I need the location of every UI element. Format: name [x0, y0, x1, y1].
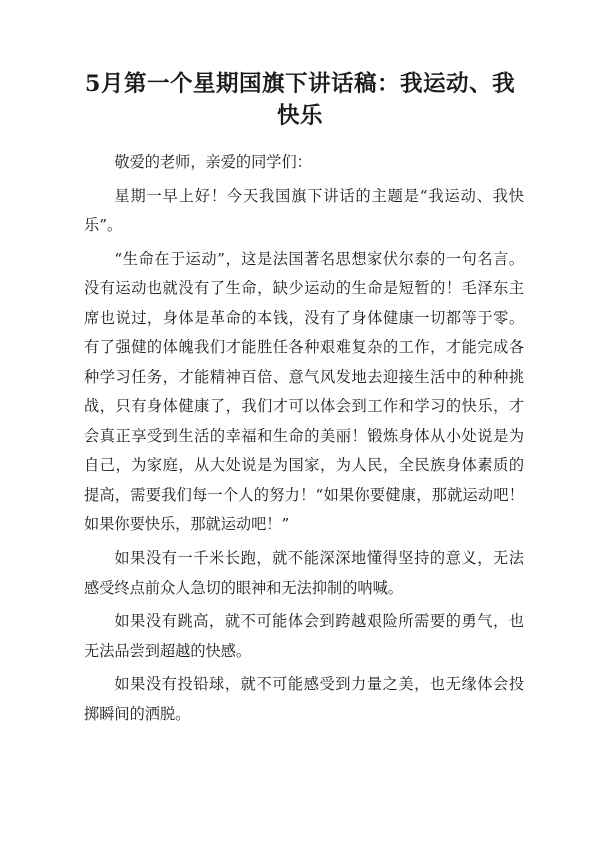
paragraph-running: 如果没有一千米长跑，就不能深深地懂得坚持的意义，无法感受终点前众人急切的眼神和无法抑制的呐喊。: [84, 549, 524, 597]
paragraph-high-jump: 如果没有跳高，就不可能体会到跨越艰险所需要的勇气，也无法品尝到超越的快感。: [84, 612, 524, 660]
paragraph-opening: 星期一早上好！今天我国旗下讲话的主题是“我运动、我快乐”。: [84, 186, 524, 235]
paragraph-main: “生命在于运动”，这是法国著名思想家伏尔泰的一句名言。没有运动也就没有了生命，缺少运动的生命是短暂的！毛泽东主席也说过，身体是革命的本钱，没有了身体健康一切都等于零。有了强健的体魄我们才能胜任各种艰难复杂的工作，才能完成各种学习任务，才能精神百倍、意气风发地去迎接生活中的种种挑战，只有身体健康了，我们才可以体会到工作和学习的快乐，才会真正享受到生活的幸福和生命的美丽！锻炼身体从小处说是为自己，为家庭，从大处说是为国家，为人民，全民族身体素质的提高，需要我们每一个人的努力！“如果你要健康，那就运动吧！如果你要快乐，那就运动吧！”: [84, 249, 524, 534]
document-body: [84, 148, 524, 734]
paragraph-shot-put: 如果没有投铅球，就不可能感受到力量之美，也无缘体会投掷瞬间的洒脱。: [84, 675, 524, 723]
paragraph-greeting: 敬爱的老师，亲爱的同学们：: [114, 153, 312, 171]
document-title: 5月第一个星期国旗下讲话稿：我运动、我快乐: [84, 71, 516, 129]
